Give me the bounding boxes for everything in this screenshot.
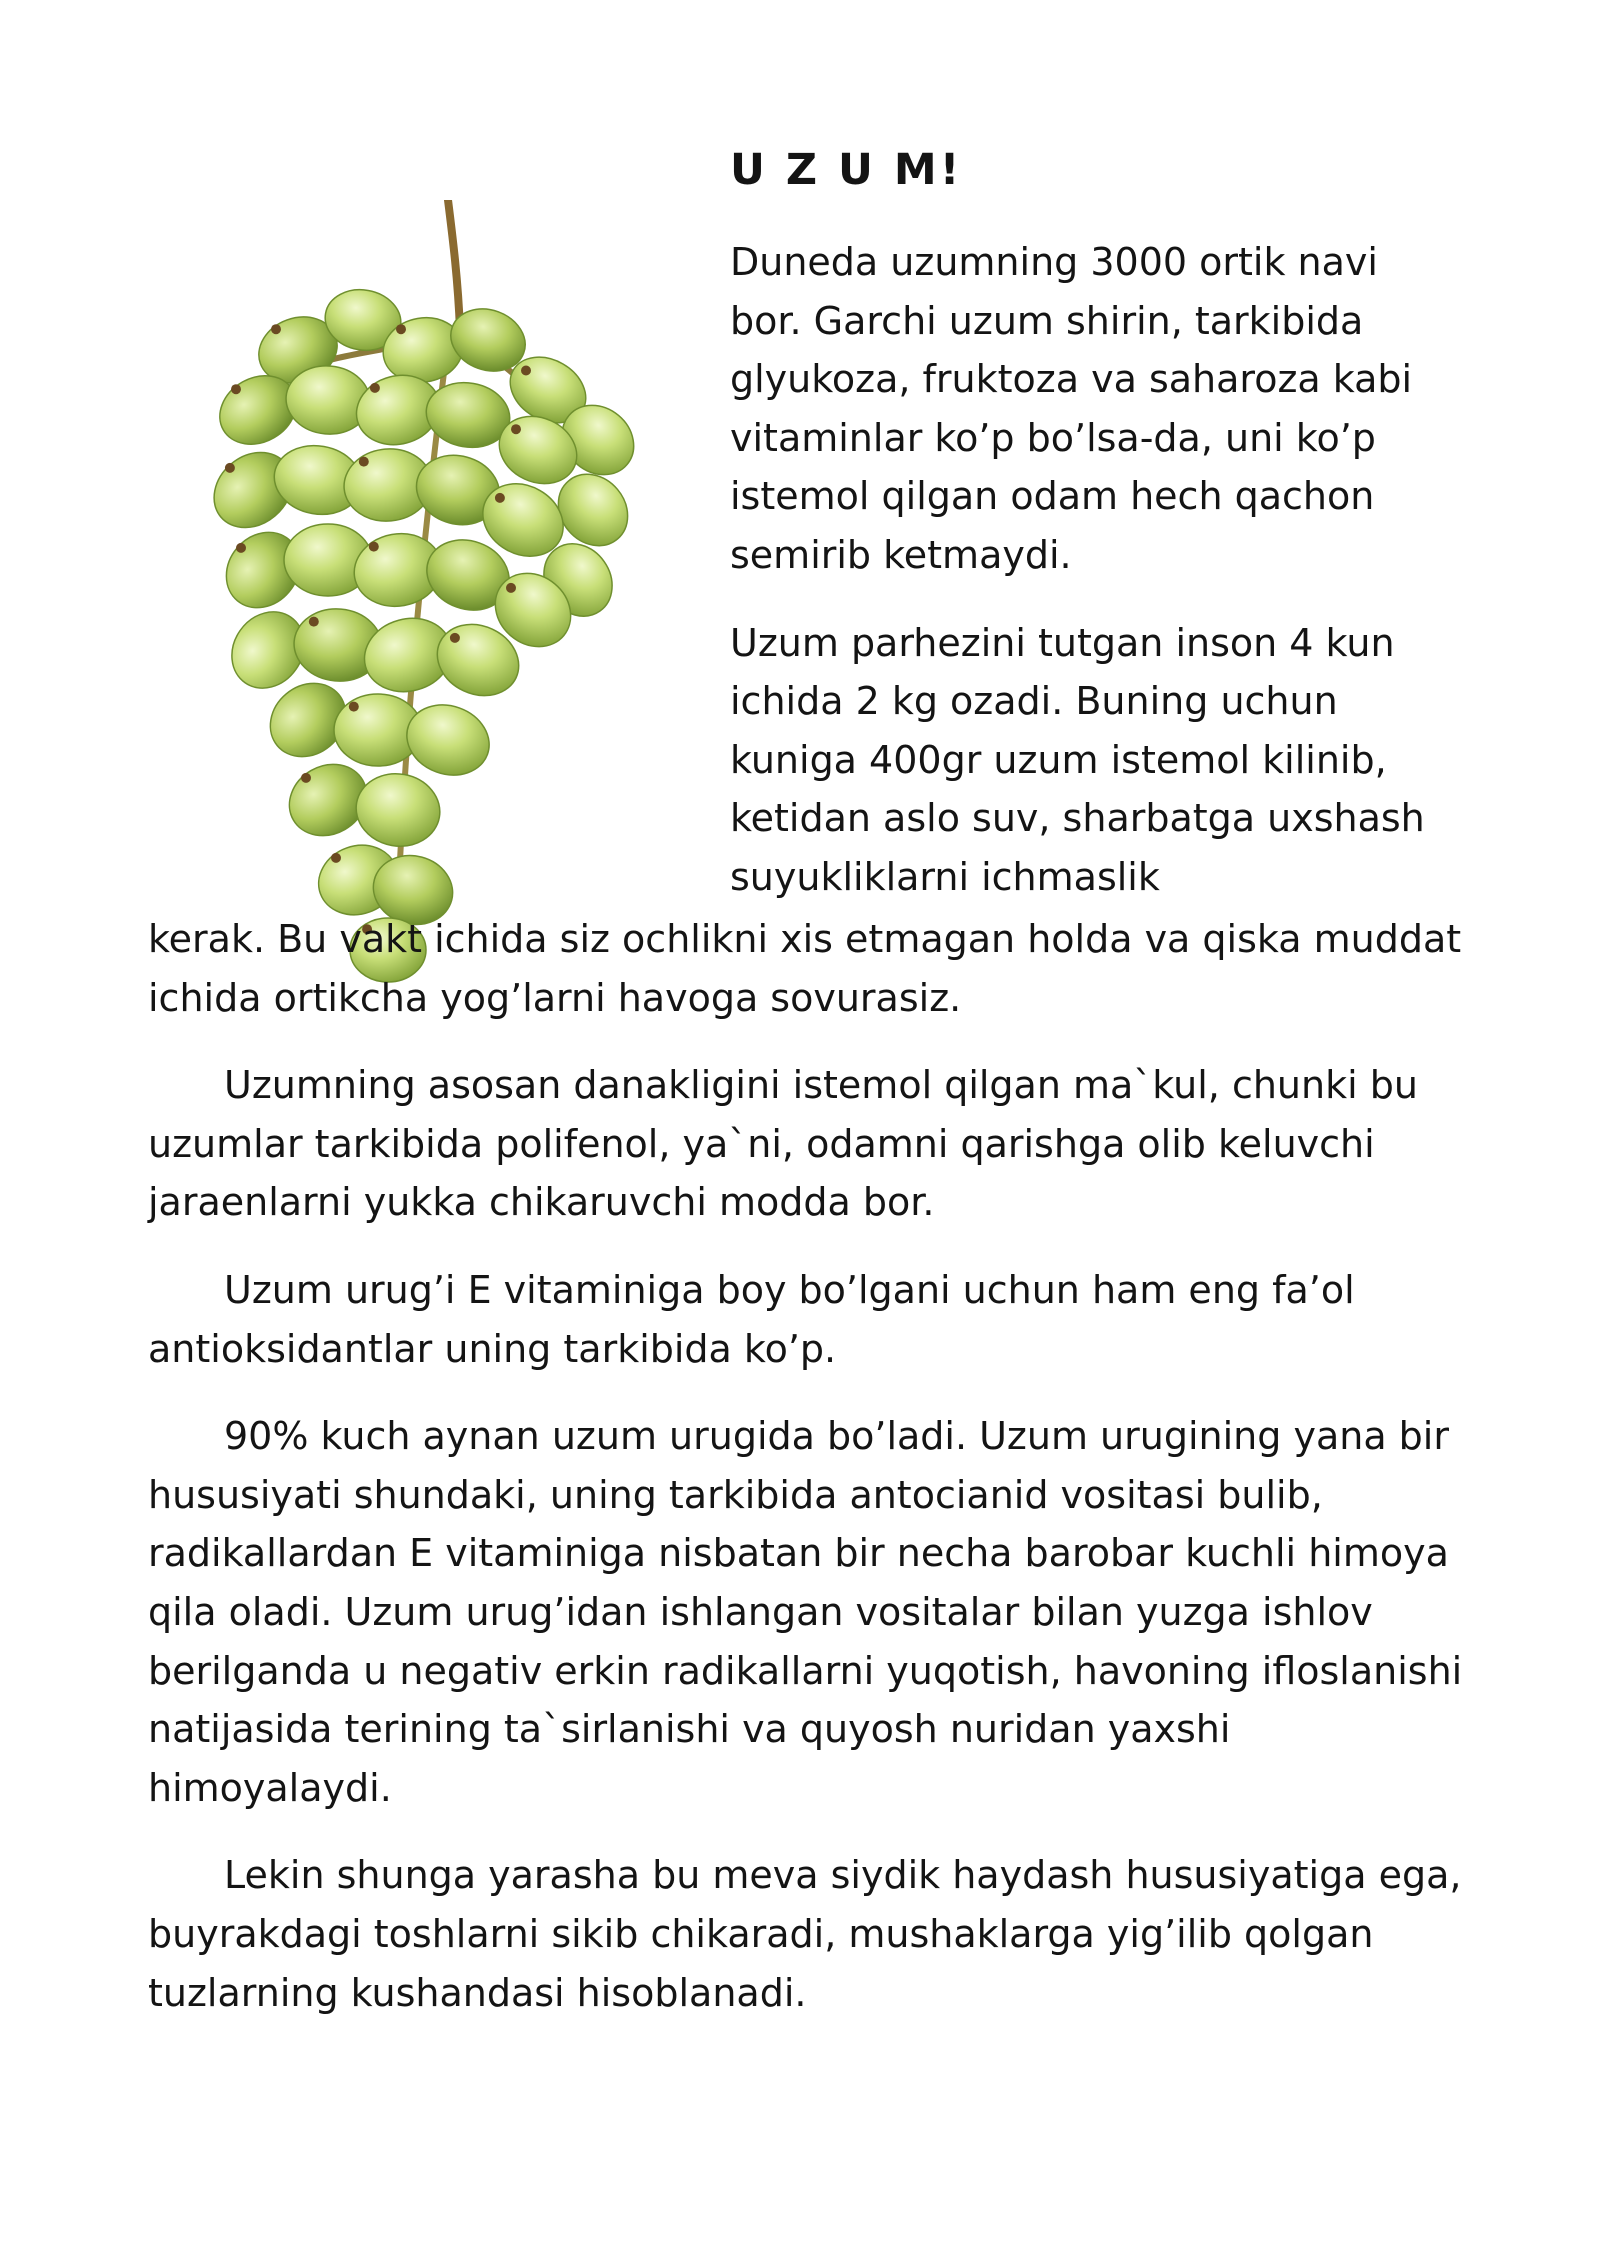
- page-title: U Z U M!: [730, 145, 963, 195]
- paragraph-1: Duneda uzumning 3000 ortik navi bor. Garchi uzum shirin, tarkibida glyukoza, fruktoza va saharoza kabi vitaminlar ko’p bo’lsa-da, uni ko’p istemol qilgan odam hech qachon semirib ketmaydi.: [730, 240, 1413, 577]
- paragraph-5: 90% kuch aynan uzum urugida bo’ladi. Uzum urugining yana bir hususiyati shundaki, uning tarkibida antocianid vositasi bulib, radikallardan E vitaminiga nisbatan bir necha barobar kuchli himoya qila oladi. Uzum urug’idan ishlangan vositalar bilan yuzga ishlov berilganda u negativ erkin radikallarni yuqotish, havoning ifloslanishi natijasida terining ta`sirlanishi va quyosh nuridan yaxshi himoyalaydi.: [148, 1414, 1463, 1810]
- body-text: [148, 910, 1468, 2022]
- paragraph-3: Uzumning asosan danakligini istemol qilgan ma`kul, chunki bu uzumlar tarkibida polifenol, ya`ni, odamni qarishga olib keluvchi jaraenlarni yukka chikaruvchi modda bor.: [148, 1063, 1418, 1225]
- grape-stem-dot: [231, 384, 241, 394]
- grape-stem-dot: [506, 583, 516, 593]
- grape-stem-dot: [495, 493, 505, 503]
- grape-stem-dot: [450, 633, 460, 643]
- grape-stem-dot: [359, 457, 369, 467]
- grape-stem-dot: [349, 702, 359, 712]
- grape-stem-dot: [236, 543, 246, 553]
- paragraph-2-wrapped: Uzum parhezini tutgan inson 4 kun ichida 2 kg ozadi. Buning uchun kuniga 400gr uzum istemol kilinib, ketidan aslo suv, sharbatga uxshash suyukliklarni ichmaslik: [730, 620, 1425, 899]
- grape-stem-dot: [521, 366, 531, 376]
- grapes-layer: [199, 284, 648, 982]
- grape-stem-dot: [369, 542, 379, 552]
- grape-stem-dot: [271, 324, 281, 334]
- paragraph-4: Uzum urug’i E vitaminiga boy bo’lgani uchun ham eng fa’ol antioksidantlar uning tarkibida ko’p.: [148, 1267, 1355, 1371]
- grape-stem-dot: [396, 324, 406, 334]
- grape-berry: [350, 767, 445, 852]
- paragraph-6: Lekin shunga yarasha bu meva siydik haydash hususiyatiga ega, buyrakdagi toshlarni sikib chikaradi, mushaklarga yig’ilib qolgan tuzlarning kushandasi hisoblanadi.: [148, 1853, 1462, 2015]
- grape-stem-dot: [301, 773, 311, 783]
- grape-stem-dot: [370, 383, 380, 393]
- grape-stem-dot: [225, 463, 235, 473]
- intro-text: [730, 233, 1430, 907]
- grape-stem-dot: [511, 424, 521, 434]
- grape-stem-dot: [331, 853, 341, 863]
- paragraph-2-tail: kerak. Bu vakt ichida siz ochlikni xis etmagan holda va qiska muddat ichida ortikcha yog’larni havoga sovurasiz.: [148, 917, 1462, 1020]
- grape-stem-dot: [309, 617, 319, 627]
